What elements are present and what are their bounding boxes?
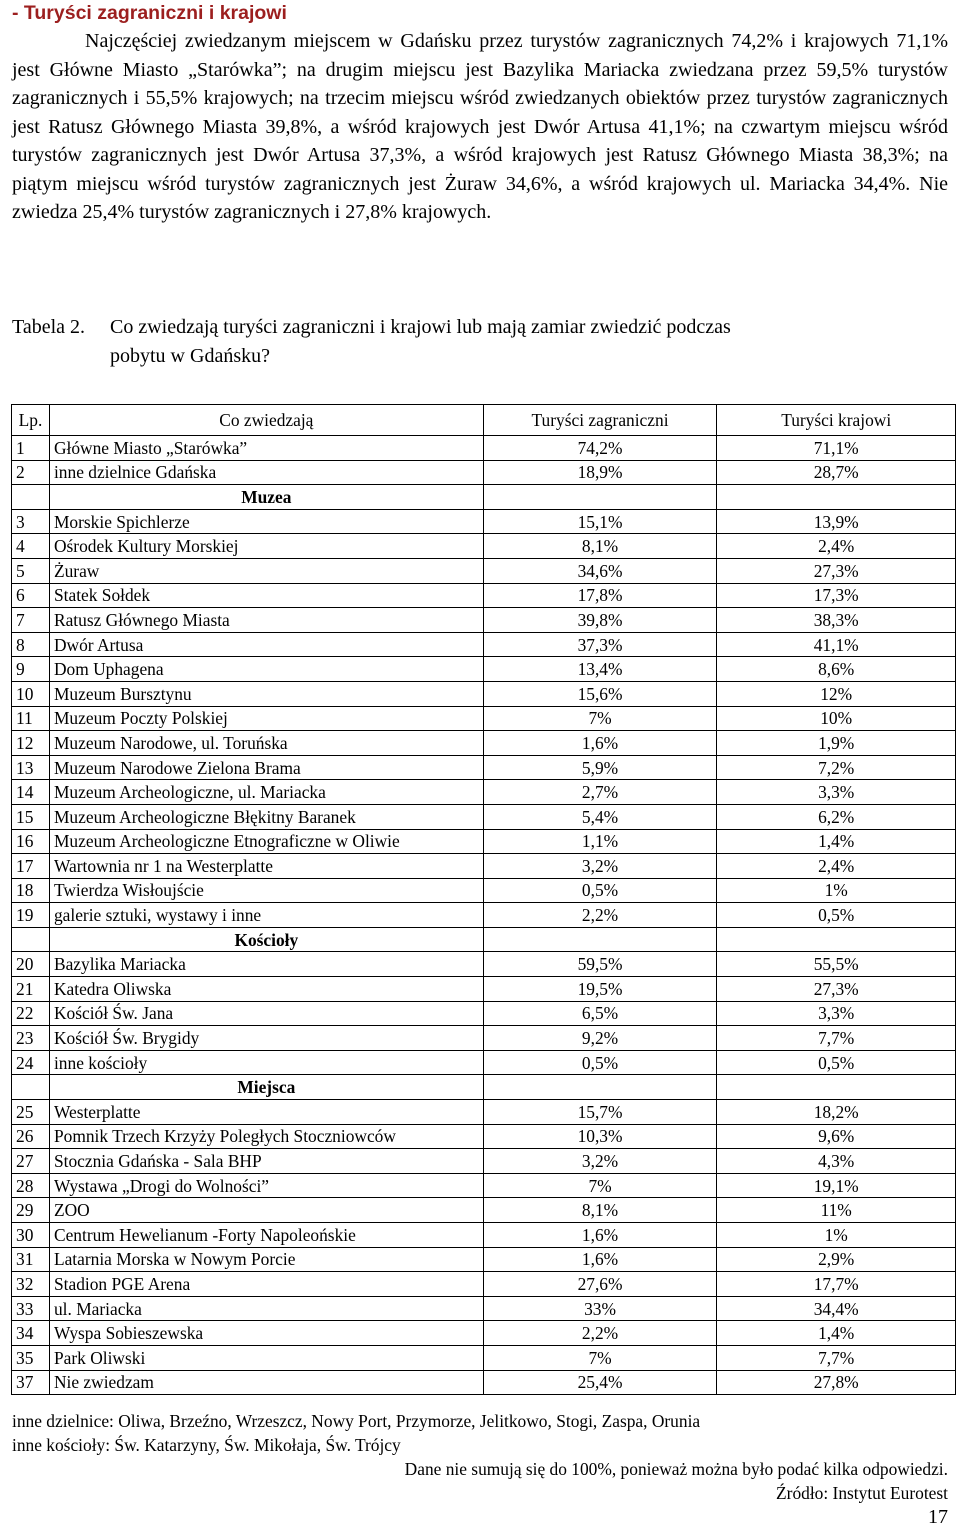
- table-row: [12, 1223, 956, 1248]
- row-lp: 22: [12, 1001, 50, 1026]
- table-row: [12, 436, 956, 461]
- row-lp: 25: [12, 1100, 50, 1125]
- row-domestic-value: 71,1%: [717, 436, 956, 461]
- table-row: [12, 1370, 956, 1395]
- caption-label: Tabela 2.: [12, 316, 86, 338]
- table-row: [12, 1149, 956, 1174]
- row-name: Stocznia Gdańska - Sala BHP: [49, 1149, 483, 1174]
- row-domestic-value: 0,5%: [717, 1050, 956, 1075]
- row-foreign-value: 17,8%: [483, 583, 717, 608]
- sum-note: Dane nie sumują się do 100%, ponieważ można było podać kilka odpowiedzi.: [404, 1459, 948, 1479]
- section-row: [12, 485, 956, 510]
- row-name: inne kościoły: [49, 1050, 483, 1075]
- row-domestic-value: 8,6%: [717, 657, 956, 682]
- row-lp: 3: [12, 509, 50, 534]
- row-name: inne dzielnice Gdańska: [49, 460, 483, 485]
- table-row: [12, 706, 956, 731]
- row-lp: 27: [12, 1149, 50, 1174]
- row-lp: 13: [12, 755, 50, 780]
- table-row: [12, 829, 956, 854]
- row-lp: 5: [12, 558, 50, 583]
- row-domestic-value: 12%: [717, 681, 956, 706]
- row-foreign-value: 18,9%: [483, 460, 717, 485]
- row-lp: 7: [12, 608, 50, 633]
- table-caption: [12, 313, 912, 370]
- row-name: Muzeum Archeologiczne Błękitny Baranek: [49, 804, 483, 829]
- row-name: Ośrodek Kultury Morskiej: [49, 534, 483, 559]
- row-domestic-value: 41,1%: [717, 632, 956, 657]
- row-name: Pomnik Trzech Krzyży Poległych Stoczniowców: [49, 1124, 483, 1149]
- row-lp: 9: [12, 657, 50, 682]
- section-heading: - Turyści zagraniczni i krajowi: [12, 2, 287, 24]
- row-name: Bazylika Mariacka: [49, 952, 483, 977]
- row-name: Centrum Hewelianum -Forty Napoleońskie: [49, 1223, 483, 1248]
- row-foreign-value: 10,3%: [483, 1124, 717, 1149]
- row-foreign-value: 15,6%: [483, 681, 717, 706]
- row-domestic-value: 27,3%: [717, 558, 956, 583]
- table-body: [12, 436, 956, 1395]
- row-name: Wystawa „Drogi do Wolności”: [49, 1173, 483, 1198]
- row-name: Latarnia Morska w Nowym Porcie: [49, 1247, 483, 1272]
- page-number: 17: [928, 1506, 948, 1528]
- row-name: Morskie Spichlerze: [49, 509, 483, 534]
- row-name: Katedra Oliwska: [49, 977, 483, 1002]
- row-foreign-value: 19,5%: [483, 977, 717, 1002]
- row-domestic-value: 10%: [717, 706, 956, 731]
- row-foreign-value: 39,8%: [483, 608, 717, 633]
- row-name: Ratusz Głównego Miasta: [49, 608, 483, 633]
- row-name: Żuraw: [49, 558, 483, 583]
- row-name: ZOO: [49, 1198, 483, 1223]
- row-name: Park Oliwski: [49, 1345, 483, 1370]
- row-name: Dwór Artusa: [49, 632, 483, 657]
- row-lp: 23: [12, 1026, 50, 1051]
- section-empty-cell: [483, 485, 717, 510]
- section-lp-cell: [12, 485, 50, 510]
- row-lp: 11: [12, 706, 50, 731]
- row-domestic-value: 38,3%: [717, 608, 956, 633]
- row-lp: 10: [12, 681, 50, 706]
- table-row: [12, 681, 956, 706]
- row-foreign-value: 7%: [483, 706, 717, 731]
- table-row: [12, 903, 956, 928]
- row-domestic-value: 19,1%: [717, 1173, 956, 1198]
- row-foreign-value: 1,1%: [483, 829, 717, 854]
- table-row: [12, 1050, 956, 1075]
- row-domestic-value: 1,4%: [717, 1321, 956, 1346]
- row-lp: 32: [12, 1272, 50, 1297]
- row-name: Muzeum Bursztynu: [49, 681, 483, 706]
- row-domestic-value: 1%: [717, 878, 956, 903]
- row-foreign-value: 2,7%: [483, 780, 717, 805]
- table-row: [12, 878, 956, 903]
- table-row: [12, 1296, 956, 1321]
- section-empty-cell: [717, 927, 956, 952]
- row-domestic-value: 4,3%: [717, 1149, 956, 1174]
- row-lp: 21: [12, 977, 50, 1002]
- row-name: ul. Mariacka: [49, 1296, 483, 1321]
- row-foreign-value: 9,2%: [483, 1026, 717, 1051]
- row-foreign-value: 0,5%: [483, 878, 717, 903]
- row-foreign-value: 3,2%: [483, 1149, 717, 1174]
- row-foreign-value: 59,5%: [483, 952, 717, 977]
- row-name: Muzeum Archeologiczne Etnograficzne w Oliwie: [49, 829, 483, 854]
- row-name: Westerplatte: [49, 1100, 483, 1125]
- header-foreign: Turyści zagraniczni: [483, 405, 717, 436]
- section-title: Kościoły: [49, 927, 483, 952]
- section-empty-cell: [717, 1075, 956, 1100]
- row-foreign-value: 15,7%: [483, 1100, 717, 1125]
- row-name: galerie sztuki, wystawy i inne: [49, 903, 483, 928]
- attractions-table: [11, 404, 956, 1395]
- row-domestic-value: 3,3%: [717, 780, 956, 805]
- summary-paragraph: Najczęściej zwiedzanym miejscem w Gdańsku przez turystów zagranicznych 74,2% i krajowych 71,1% jest Główne Miasto „Starówka”; na drugim miejscu jest Bazylika Mariacka zwiedzana przez 59,5% turystów zagranicznych i 55,5% krajowych; na trzecim miejscu wśród zwiedzanych obiektów przez turystów zagranicznych jest Ratusz Głównego Miasta 39,8%, a wśród krajowych jest Dwór Artusa 41,1%; na czwartym miejscu wśród turystów zagranicznych jest Dwór Artusa 37,3%, a wśród krajowych jest Ratusz Głównego Miasta 38,3%; na piątym miejscu wśród turystów zagranicznych jest Żuraw 34,6%, a wśród krajowych ul. Mariacka 34,4%. Nie zwiedza 25,4% turystów zagranicznych i 27,8% krajowych.: [12, 30, 948, 223]
- table-row: [12, 1001, 956, 1026]
- table-row: [12, 804, 956, 829]
- row-lp: 12: [12, 731, 50, 756]
- row-lp: 35: [12, 1345, 50, 1370]
- row-lp: 4: [12, 534, 50, 559]
- row-domestic-value: 1,4%: [717, 829, 956, 854]
- section-title: Miejsca: [49, 1075, 483, 1100]
- row-lp: 30: [12, 1223, 50, 1248]
- row-lp: 26: [12, 1124, 50, 1149]
- table-row: [12, 1272, 956, 1297]
- row-name: Wartownia nr 1 na Westerplatte: [49, 854, 483, 879]
- section-title: Muzea: [49, 485, 483, 510]
- row-name: Muzeum Narodowe, ul. Toruńska: [49, 731, 483, 756]
- row-foreign-value: 13,4%: [483, 657, 717, 682]
- row-foreign-value: 1,6%: [483, 1223, 717, 1248]
- row-lp: 37: [12, 1370, 50, 1395]
- row-foreign-value: 25,4%: [483, 1370, 717, 1395]
- row-domestic-value: 17,3%: [717, 583, 956, 608]
- row-domestic-value: 7,2%: [717, 755, 956, 780]
- caption-line-2: pobytu w Gdańsku?: [110, 344, 270, 367]
- row-name: Dom Uphagena: [49, 657, 483, 682]
- table-notes: [12, 1409, 700, 1457]
- row-domestic-value: 2,9%: [717, 1247, 956, 1272]
- row-foreign-value: 7%: [483, 1345, 717, 1370]
- row-domestic-value: 27,8%: [717, 1370, 956, 1395]
- row-name: Wyspa Sobieszewska: [49, 1321, 483, 1346]
- row-domestic-value: 7,7%: [717, 1026, 956, 1051]
- section-empty-cell: [483, 1075, 717, 1100]
- row-lp: 15: [12, 804, 50, 829]
- row-foreign-value: 2,2%: [483, 903, 717, 928]
- table-row: [12, 854, 956, 879]
- row-lp: 31: [12, 1247, 50, 1272]
- section-lp-cell: [12, 1075, 50, 1100]
- row-domestic-value: 2,4%: [717, 534, 956, 559]
- header-lp: Lp.: [12, 405, 50, 436]
- row-lp: 17: [12, 854, 50, 879]
- row-lp: 20: [12, 952, 50, 977]
- row-domestic-value: 6,2%: [717, 804, 956, 829]
- row-name: Stadion PGE Arena: [49, 1272, 483, 1297]
- row-name: Statek Sołdek: [49, 583, 483, 608]
- table-row: [12, 755, 956, 780]
- table-row: [12, 1247, 956, 1272]
- row-name: Kościół Św. Jana: [49, 1001, 483, 1026]
- table-row: [12, 731, 956, 756]
- row-lp: 2: [12, 460, 50, 485]
- table-row: [12, 460, 956, 485]
- table-row: [12, 657, 956, 682]
- table-row: [12, 952, 956, 977]
- table-row: [12, 509, 956, 534]
- table-row: [12, 632, 956, 657]
- table-row: [12, 1345, 956, 1370]
- table-row: [12, 534, 956, 559]
- row-foreign-value: 5,4%: [483, 804, 717, 829]
- row-lp: 24: [12, 1050, 50, 1075]
- table-row: [12, 977, 956, 1002]
- section-empty-cell: [717, 485, 956, 510]
- note-districts: inne dzielnice: Oliwa, Brzeźno, Wrzeszcz, Nowy Port, Przymorze, Jelitkowo, Stogi, Zaspa, Orunia: [12, 1411, 701, 1431]
- row-foreign-value: 7%: [483, 1173, 717, 1198]
- section-row: [12, 927, 956, 952]
- row-domestic-value: 7,7%: [717, 1345, 956, 1370]
- row-lp: 8: [12, 632, 50, 657]
- row-name: Muzeum Narodowe Zielona Brama: [49, 755, 483, 780]
- row-foreign-value: 3,2%: [483, 854, 717, 879]
- table-row: [12, 1100, 956, 1125]
- table-row: [12, 1321, 956, 1346]
- row-name: Twierdza Wisłoujście: [49, 878, 483, 903]
- section-lp-cell: [12, 927, 50, 952]
- row-foreign-value: 5,9%: [483, 755, 717, 780]
- header-what: Co zwiedzają: [49, 405, 483, 436]
- row-foreign-value: 37,3%: [483, 632, 717, 657]
- row-domestic-value: 3,3%: [717, 1001, 956, 1026]
- row-domestic-value: 13,9%: [717, 509, 956, 534]
- row-domestic-value: 17,7%: [717, 1272, 956, 1297]
- table-row: [12, 583, 956, 608]
- row-lp: 6: [12, 583, 50, 608]
- section-empty-cell: [483, 927, 717, 952]
- table-row: [12, 780, 956, 805]
- row-lp: 34: [12, 1321, 50, 1346]
- row-name: Kościół Św. Brygidy: [49, 1026, 483, 1051]
- row-name: Muzeum Poczty Polskiej: [49, 706, 483, 731]
- row-domestic-value: 28,7%: [717, 460, 956, 485]
- table-row: [12, 1173, 956, 1198]
- row-foreign-value: 2,2%: [483, 1321, 717, 1346]
- row-name: Nie zwiedzam: [49, 1370, 483, 1395]
- row-foreign-value: 8,1%: [483, 534, 717, 559]
- source-note: Źródło: Instytut Eurotest: [776, 1483, 948, 1503]
- row-lp: 19: [12, 903, 50, 928]
- row-foreign-value: 15,1%: [483, 509, 717, 534]
- row-foreign-value: 0,5%: [483, 1050, 717, 1075]
- row-domestic-value: 2,4%: [717, 854, 956, 879]
- row-domestic-value: 1%: [717, 1223, 956, 1248]
- row-lp: 28: [12, 1173, 50, 1198]
- row-domestic-value: 27,3%: [717, 977, 956, 1002]
- row-domestic-value: 11%: [717, 1198, 956, 1223]
- row-name: Muzeum Archeologiczne, ul. Mariacka: [49, 780, 483, 805]
- row-foreign-value: 1,6%: [483, 1247, 717, 1272]
- row-foreign-value: 8,1%: [483, 1198, 717, 1223]
- row-domestic-value: 34,4%: [717, 1296, 956, 1321]
- row-lp: 33: [12, 1296, 50, 1321]
- row-lp: 14: [12, 780, 50, 805]
- table-row: [12, 1198, 956, 1223]
- row-lp: 1: [12, 436, 50, 461]
- note-churches: inne kościoły: Św. Katarzyny, Św. Mikołaja, Św. Trójcy: [12, 1435, 401, 1455]
- row-foreign-value: 27,6%: [483, 1272, 717, 1297]
- section-row: [12, 1075, 956, 1100]
- row-foreign-value: 6,5%: [483, 1001, 717, 1026]
- row-foreign-value: 33%: [483, 1296, 717, 1321]
- table-row: [12, 1026, 956, 1051]
- table-header-row: [12, 405, 956, 436]
- row-domestic-value: 1,9%: [717, 731, 956, 756]
- caption-line-1: Co zwiedzają turyści zagraniczni i krajowi lub mają zamiar zwiedzić podczas: [110, 316, 731, 338]
- row-foreign-value: 1,6%: [483, 731, 717, 756]
- row-lp: 18: [12, 878, 50, 903]
- table-row: [12, 1124, 956, 1149]
- row-lp: 16: [12, 829, 50, 854]
- row-domestic-value: 0,5%: [717, 903, 956, 928]
- row-domestic-value: 18,2%: [717, 1100, 956, 1125]
- row-domestic-value: 55,5%: [717, 952, 956, 977]
- row-domestic-value: 9,6%: [717, 1124, 956, 1149]
- row-foreign-value: 34,6%: [483, 558, 717, 583]
- row-lp: 29: [12, 1198, 50, 1223]
- table-row: [12, 608, 956, 633]
- row-name: Główne Miasto „Starówka”: [49, 436, 483, 461]
- table-row: [12, 558, 956, 583]
- header-domestic: Turyści krajowi: [717, 405, 956, 436]
- row-foreign-value: 74,2%: [483, 436, 717, 461]
